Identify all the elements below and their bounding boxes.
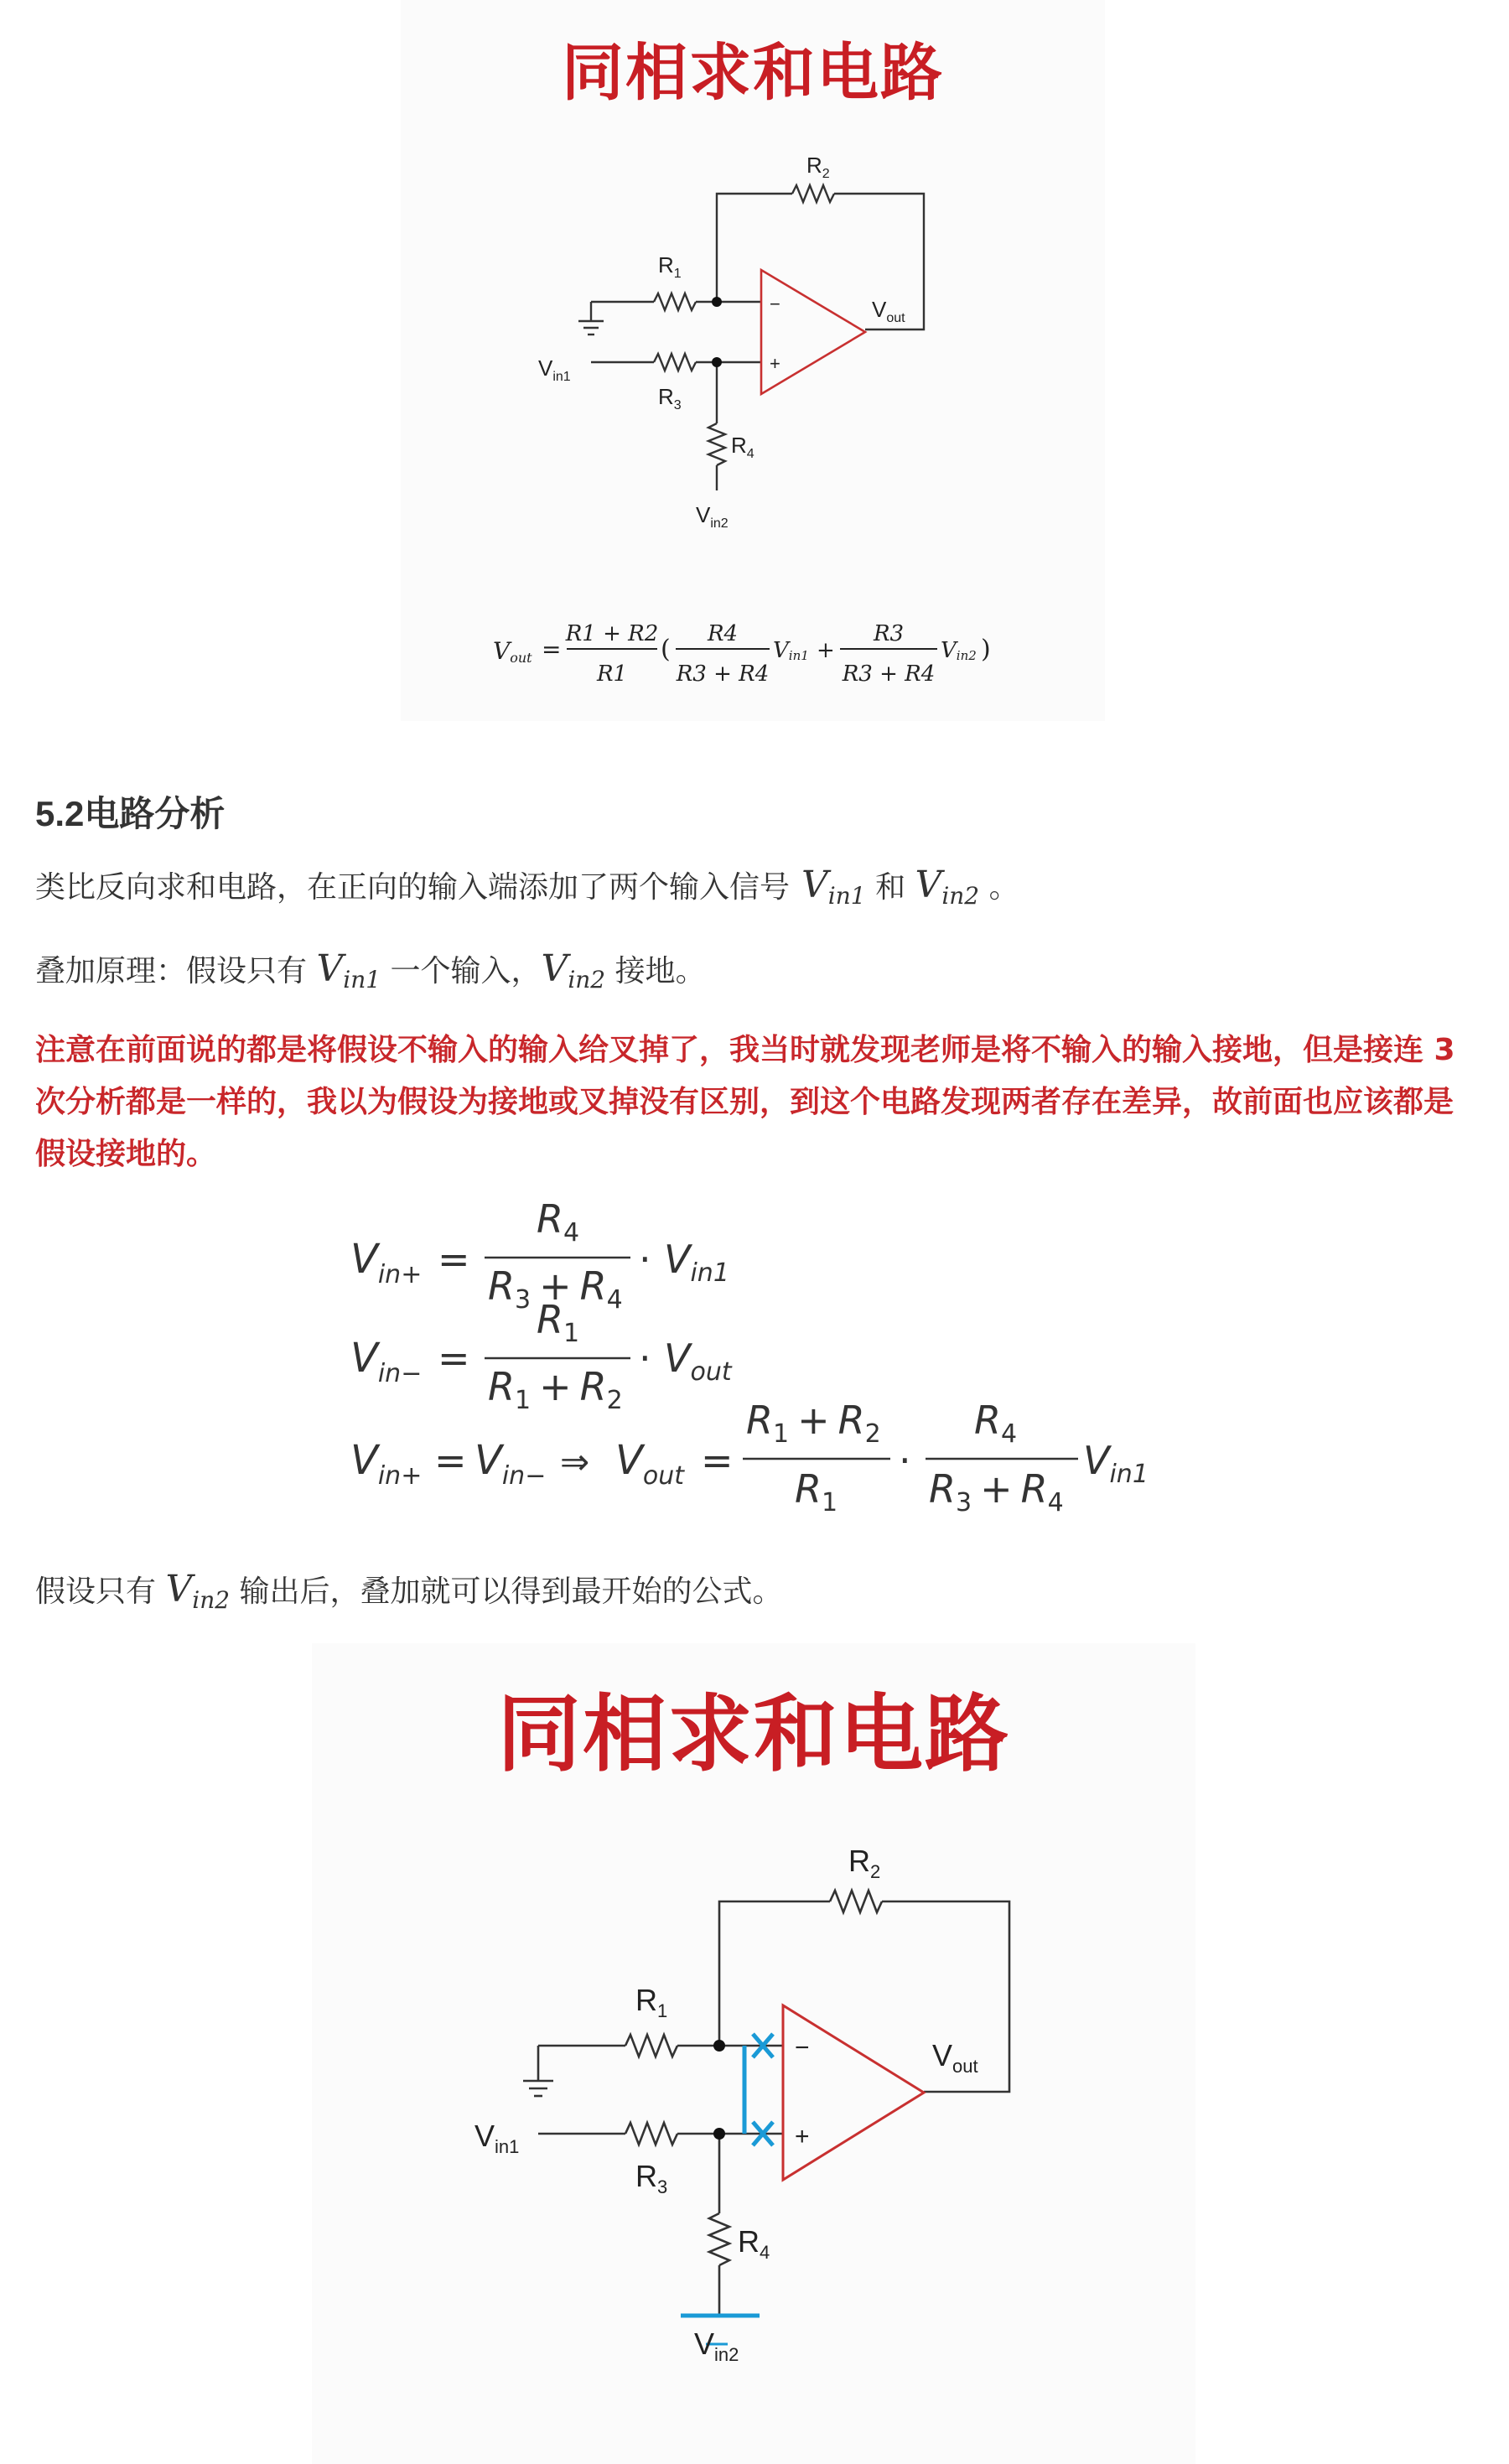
fig2-r1-label: $R_1$ <box>635 1983 668 2021</box>
svg-text:·: · <box>639 1336 651 1381</box>
svg-text:R4: R4 <box>707 621 739 646</box>
p1-text-b: 和 <box>875 870 906 905</box>
fig2-r3-label: $R_3$ <box>635 2159 668 2197</box>
fig1-minus: − <box>770 293 780 314</box>
vin2-symbol-2: $V_{in2}$ <box>541 947 606 993</box>
figure-2-title: 同相求和电路 <box>497 1685 1010 1783</box>
p2-text-a: 叠加原理：假设只有 <box>35 954 308 988</box>
svg-text:(: ( <box>661 635 671 664</box>
svg-text:Vout: $V_{out}$ <box>615 1437 684 1491</box>
fig1-vin1-label: $V_{in1}$ <box>538 355 571 384</box>
figure-1-panel <box>401 0 1105 721</box>
fig1-vout-label: $V_{out}$ <box>872 297 905 325</box>
svg-text:R1+R2: $R_1 + R_2$ <box>746 1398 881 1449</box>
svg-text:Vin−: $V_{in-}$ <box>474 1437 547 1491</box>
fig1-plus: + <box>770 353 780 374</box>
svg-text:R4: $R_4$ <box>537 1199 580 1248</box>
fig1-r1-label: $R_1$ <box>658 252 682 281</box>
annotation-marks <box>681 2034 773 2344</box>
figure-1-title: 同相求和电路 <box>562 37 944 109</box>
paragraph-superposition <box>35 947 706 1002</box>
svg-text:Vin1: Vin1 <box>773 638 809 663</box>
equation-vout-result <box>350 1398 1149 1517</box>
equation-block <box>0 1199 1509 1551</box>
fig1-r3-label: $R_3$ <box>658 384 682 412</box>
vin1-symbol-2: $V_{in1}$ <box>316 947 381 993</box>
svg-text:Vout: $V_{out}$ <box>664 1336 732 1387</box>
fig1-r4-label: $R_4$ <box>731 433 754 461</box>
svg-text:Vin1: $V_{in1}$ <box>664 1237 729 1288</box>
svg-text:=: = <box>701 1438 734 1483</box>
vin2-symbol-3: $V_{in2}$ <box>165 1568 231 1614</box>
svg-text:R3: R3 <box>873 621 905 646</box>
fig2-r4-label: $R_4$ <box>738 2224 770 2263</box>
p1-text-c: 。 <box>988 870 1019 905</box>
svg-text:R1 + R2: R1 + R2 <box>565 621 659 646</box>
fig2-vin1-label: $V_{in1}$ <box>474 2119 520 2157</box>
p2-text-b: 一个输入， <box>390 954 542 988</box>
fig2-minus: − <box>795 2034 810 2062</box>
vin2-symbol: $V_{in2}$ <box>915 864 980 910</box>
figure-2-circuit <box>312 1643 1195 2464</box>
p3-text-a: 假设只有 <box>35 1574 157 1609</box>
paragraph-conclusion <box>35 1568 783 1622</box>
p3-text-b: 输出后，叠加就可以得到最开始的公式。 <box>239 1574 783 1609</box>
svg-text:·: · <box>899 1438 911 1483</box>
svg-text:=: = <box>438 1336 470 1381</box>
figure-1-circuit <box>401 0 1105 721</box>
fig1-formula <box>493 621 991 687</box>
svg-text:=: = <box>438 1237 470 1282</box>
svg-text:=: = <box>434 1438 467 1483</box>
svg-text:Vin1: $V_{in1}$ <box>1083 1438 1149 1489</box>
p2-text-c: 接地。 <box>614 954 706 988</box>
svg-text:=: = <box>542 635 562 663</box>
fig2-vout-label: $V_{out}$ <box>932 2038 978 2077</box>
svg-text:R3+R4: $R_3 + R_4$ <box>929 1466 1064 1517</box>
fig2-r2-label: $R_2$ <box>848 1844 881 1882</box>
paragraph-analogy <box>35 864 1019 918</box>
svg-text:Vin+: $V_{in+}$ <box>350 1437 423 1491</box>
svg-text:R3 + R4: R3 + R4 <box>842 661 936 687</box>
svg-text:Vout: Vout <box>493 637 532 666</box>
svg-text:+: + <box>817 638 835 663</box>
svg-text:R1: $R_1$ <box>795 1466 838 1517</box>
svg-text:R1+R2: $R_1 + R_2$ <box>488 1364 623 1415</box>
svg-text:Vin2: Vin2 <box>941 638 977 663</box>
equation-vin-minus <box>350 1297 733 1415</box>
p1-text-a: 类比反向求和电路，在正向的输入端添加了两个输入信号 <box>35 870 791 905</box>
svg-text:Vin+: $V_{in+}$ <box>350 1236 423 1289</box>
fig2-plus: + <box>795 2123 810 2150</box>
svg-text:R4: $R_4$ <box>974 1398 1018 1449</box>
vin1-symbol: $V_{in1}$ <box>801 864 866 910</box>
figure-2-panel <box>312 1643 1195 2464</box>
svg-text:R1: $R_1$ <box>537 1297 580 1348</box>
fig2-vin2-label: $V_{in2}$ <box>694 2327 739 2365</box>
svg-text:·: · <box>639 1237 651 1282</box>
note-paragraph: 注意在前面说的都是将假设不输入的输入给叉掉了，我当时就发现老师是将不输入的输入接地，但是接连 3 次分析都是一样的，我以为假设为接地或叉掉没有区别，到这个电路发现两者存在差异，故前面也应该都是假设接地的。 <box>35 1033 1455 1171</box>
svg-text:⇒: ⇒ <box>560 1441 590 1482</box>
svg-text:Vin−: $V_{in-}$ <box>350 1335 423 1388</box>
fig1-vin2-label: $V_{in2}$ <box>696 502 729 531</box>
fig1-r2-label: $R_2$ <box>806 153 830 181</box>
svg-text:R3+R4: $R_3 + R_4$ <box>488 1263 623 1315</box>
svg-text:): ) <box>981 635 991 664</box>
svg-text:R1: R1 <box>596 661 628 687</box>
section-heading: 5.2电路分析 <box>35 794 226 833</box>
svg-text:R3 + R4: R3 + R4 <box>676 661 770 687</box>
